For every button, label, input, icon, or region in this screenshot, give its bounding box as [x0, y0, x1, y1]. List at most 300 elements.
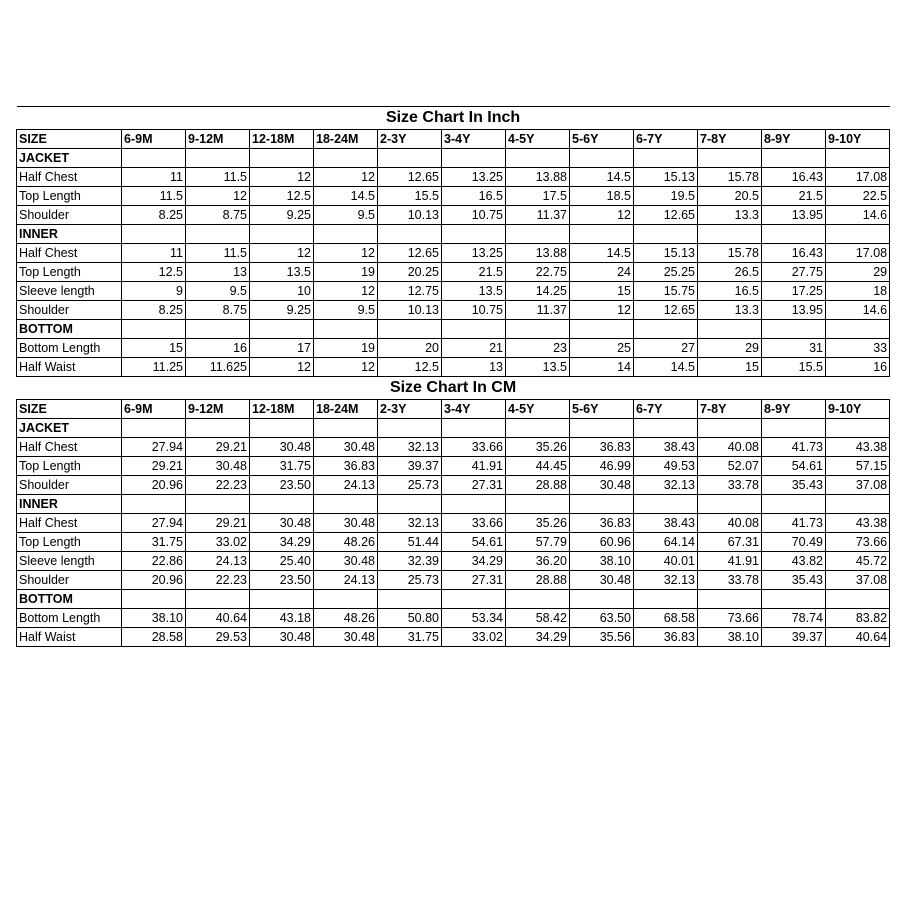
measurement-value: 20.96 — [122, 571, 186, 590]
empty-cell — [762, 225, 826, 244]
measurement-value: 60.96 — [570, 533, 634, 552]
measurement-value: 38.43 — [634, 438, 698, 457]
measurement-label: Top Length — [17, 187, 122, 206]
measurement-value: 33.02 — [442, 628, 506, 647]
empty-cell — [442, 225, 506, 244]
measurement-value: 46.99 — [570, 457, 634, 476]
measurement-row — [17, 609, 890, 628]
measurement-value: 28.88 — [506, 571, 570, 590]
measurement-value: 83.82 — [826, 609, 890, 628]
measurement-value: 14.5 — [314, 187, 378, 206]
measurement-label: Sleeve length — [17, 552, 122, 571]
measurement-value: 43.38 — [826, 438, 890, 457]
measurement-value: 23.50 — [250, 571, 314, 590]
measurement-value: 13.88 — [506, 168, 570, 187]
measurement-value: 31.75 — [250, 457, 314, 476]
measurement-value: 15.75 — [634, 282, 698, 301]
measurement-value: 8.25 — [122, 301, 186, 320]
measurement-value: 39.37 — [378, 457, 442, 476]
empty-cell — [506, 495, 570, 514]
empty-cell — [186, 225, 250, 244]
measurement-value: 24.13 — [314, 571, 378, 590]
empty-cell — [826, 590, 890, 609]
empty-cell — [826, 495, 890, 514]
measurement-value: 63.50 — [570, 609, 634, 628]
measurement-label: Shoulder — [17, 571, 122, 590]
empty-cell — [506, 419, 570, 438]
size-header-cell: 4-5Y — [506, 400, 570, 419]
measurement-value: 64.14 — [634, 533, 698, 552]
measurement-value: 18 — [826, 282, 890, 301]
measurement-value: 12.5 — [250, 187, 314, 206]
measurement-value: 23.50 — [250, 476, 314, 495]
measurement-value: 41.73 — [762, 514, 826, 533]
empty-cell — [506, 225, 570, 244]
size-column-header: SIZE — [17, 130, 122, 149]
measurement-value: 20.25 — [378, 263, 442, 282]
measurement-value: 13.88 — [506, 244, 570, 263]
section-row — [17, 590, 890, 609]
empty-cell — [634, 495, 698, 514]
measurement-value: 20.96 — [122, 476, 186, 495]
measurement-value: 25.73 — [378, 571, 442, 590]
empty-cell — [442, 419, 506, 438]
measurement-value: 24.13 — [314, 476, 378, 495]
empty-cell — [314, 495, 378, 514]
measurement-value: 33 — [826, 339, 890, 358]
measurement-value: 54.61 — [762, 457, 826, 476]
empty-cell — [634, 225, 698, 244]
measurement-value: 15.78 — [698, 168, 762, 187]
size-header-cell: 3-4Y — [442, 130, 506, 149]
measurement-value: 43.18 — [250, 609, 314, 628]
measurement-value: 34.29 — [506, 628, 570, 647]
measurement-value: 13.5 — [506, 358, 570, 377]
empty-cell — [698, 419, 762, 438]
empty-cell — [698, 590, 762, 609]
cm-chart-title: Size Chart In CM — [17, 377, 890, 400]
measurement-row — [17, 282, 890, 301]
size-header-cell: 4-5Y — [506, 130, 570, 149]
measurement-value: 38.10 — [122, 609, 186, 628]
empty-cell — [634, 320, 698, 339]
size-header-cell: 8-9Y — [762, 400, 826, 419]
measurement-row — [17, 438, 890, 457]
measurement-value: 16 — [186, 339, 250, 358]
measurement-value: 15.13 — [634, 168, 698, 187]
measurement-value: 50.80 — [378, 609, 442, 628]
empty-cell — [506, 320, 570, 339]
measurement-value: 11.25 — [122, 358, 186, 377]
size-header-cell: 9-10Y — [826, 130, 890, 149]
size-header-cell: 6-7Y — [634, 400, 698, 419]
size-header-cell: 12-18M — [250, 130, 314, 149]
measurement-value: 12.5 — [378, 358, 442, 377]
inch-chart-title: Size Chart In Inch — [17, 107, 890, 130]
measurement-row — [17, 206, 890, 225]
measurement-value: 17.08 — [826, 168, 890, 187]
measurement-value: 11 — [122, 244, 186, 263]
measurement-value: 31 — [762, 339, 826, 358]
measurement-value: 11.5 — [122, 187, 186, 206]
measurement-label: Top Length — [17, 457, 122, 476]
measurement-label: Half Waist — [17, 358, 122, 377]
measurement-value: 38.43 — [634, 514, 698, 533]
measurement-label: Half Chest — [17, 244, 122, 263]
measurement-value: 44.45 — [506, 457, 570, 476]
measurement-value: 13.25 — [442, 168, 506, 187]
size-header-cell: 5-6Y — [570, 130, 634, 149]
measurement-value: 14.5 — [634, 358, 698, 377]
measurement-row — [17, 263, 890, 282]
size-header-cell: 6-9M — [122, 400, 186, 419]
empty-cell — [314, 149, 378, 168]
measurement-value: 52.07 — [698, 457, 762, 476]
measurement-value: 35.26 — [506, 438, 570, 457]
size-chart-body — [17, 107, 890, 647]
measurement-value: 49.53 — [634, 457, 698, 476]
measurement-value: 23 — [506, 339, 570, 358]
cm-header-row — [17, 400, 890, 419]
measurement-row — [17, 457, 890, 476]
measurement-value: 11.625 — [186, 358, 250, 377]
measurement-row — [17, 244, 890, 263]
empty-cell — [122, 590, 186, 609]
measurement-value: 15.78 — [698, 244, 762, 263]
measurement-value: 27.75 — [762, 263, 826, 282]
size-header-cell: 3-4Y — [442, 400, 506, 419]
measurement-value: 12.75 — [378, 282, 442, 301]
measurement-value: 16.43 — [762, 244, 826, 263]
measurement-value: 31.75 — [122, 533, 186, 552]
measurement-value: 15 — [698, 358, 762, 377]
measurement-value: 17.25 — [762, 282, 826, 301]
empty-cell — [570, 495, 634, 514]
measurement-value: 11.37 — [506, 301, 570, 320]
measurement-value: 25.73 — [378, 476, 442, 495]
measurement-value: 21.5 — [762, 187, 826, 206]
measurement-value: 9.5 — [314, 301, 378, 320]
measurement-value: 27.94 — [122, 514, 186, 533]
measurement-value: 10 — [250, 282, 314, 301]
empty-cell — [442, 320, 506, 339]
empty-cell — [186, 149, 250, 168]
measurement-row — [17, 628, 890, 647]
measurement-value: 19 — [314, 263, 378, 282]
empty-cell — [826, 320, 890, 339]
measurement-value: 67.31 — [698, 533, 762, 552]
section-row — [17, 149, 890, 168]
measurement-label: Shoulder — [17, 206, 122, 225]
measurement-value: 12.65 — [378, 244, 442, 263]
empty-cell — [314, 590, 378, 609]
empty-cell — [634, 419, 698, 438]
measurement-row — [17, 476, 890, 495]
measurement-value: 12 — [314, 244, 378, 263]
measurement-value: 30.48 — [570, 571, 634, 590]
measurement-value: 57.79 — [506, 533, 570, 552]
measurement-value: 8.75 — [186, 301, 250, 320]
measurement-value: 12 — [250, 244, 314, 263]
measurement-value: 78.74 — [762, 609, 826, 628]
measurement-value: 12.5 — [122, 263, 186, 282]
empty-cell — [250, 225, 314, 244]
measurement-value: 30.48 — [570, 476, 634, 495]
measurement-value: 33.02 — [186, 533, 250, 552]
empty-cell — [698, 495, 762, 514]
section-label: JACKET — [17, 419, 122, 438]
measurement-value: 33.66 — [442, 514, 506, 533]
measurement-value: 38.10 — [698, 628, 762, 647]
empty-cell — [250, 590, 314, 609]
empty-cell — [698, 320, 762, 339]
size-header-cell: 12-18M — [250, 400, 314, 419]
empty-cell — [826, 149, 890, 168]
inch-title-row — [17, 107, 890, 130]
measurement-value: 33.66 — [442, 438, 506, 457]
measurement-label: Shoulder — [17, 301, 122, 320]
measurement-value: 45.72 — [826, 552, 890, 571]
empty-cell — [826, 419, 890, 438]
measurement-value: 36.83 — [314, 457, 378, 476]
measurement-row — [17, 571, 890, 590]
section-label: INNER — [17, 495, 122, 514]
measurement-value: 8.75 — [186, 206, 250, 225]
size-header-cell: 9-12M — [186, 130, 250, 149]
measurement-value: 11.5 — [186, 168, 250, 187]
measurement-value: 12.65 — [634, 301, 698, 320]
measurement-row — [17, 168, 890, 187]
empty-cell — [570, 320, 634, 339]
empty-cell — [442, 495, 506, 514]
empty-cell — [762, 419, 826, 438]
size-header-cell: 2-3Y — [378, 400, 442, 419]
measurement-value: 21 — [442, 339, 506, 358]
size-header-cell: 8-9Y — [762, 130, 826, 149]
measurement-value: 27.94 — [122, 438, 186, 457]
empty-cell — [250, 149, 314, 168]
measurement-value: 9.5 — [186, 282, 250, 301]
measurement-value: 34.29 — [250, 533, 314, 552]
measurement-value: 12 — [570, 206, 634, 225]
measurement-value: 12 — [186, 187, 250, 206]
measurement-value: 27.31 — [442, 571, 506, 590]
measurement-value: 14.5 — [570, 244, 634, 263]
measurement-value: 41.73 — [762, 438, 826, 457]
measurement-value: 22.75 — [506, 263, 570, 282]
measurement-value: 24 — [570, 263, 634, 282]
empty-cell — [506, 590, 570, 609]
size-header-cell: 6-7Y — [634, 130, 698, 149]
empty-cell — [762, 590, 826, 609]
measurement-row — [17, 552, 890, 571]
empty-cell — [570, 149, 634, 168]
size-chart-table — [16, 106, 890, 647]
measurement-label: Half Chest — [17, 438, 122, 457]
section-row — [17, 495, 890, 514]
empty-cell — [378, 225, 442, 244]
measurement-value: 25 — [570, 339, 634, 358]
measurement-value: 30.48 — [314, 514, 378, 533]
measurement-value: 13 — [442, 358, 506, 377]
empty-cell — [122, 225, 186, 244]
size-header-cell: 9-12M — [186, 400, 250, 419]
empty-cell — [122, 495, 186, 514]
measurement-value: 16.5 — [698, 282, 762, 301]
inch-header-row — [17, 130, 890, 149]
measurement-value: 25.40 — [250, 552, 314, 571]
measurement-row — [17, 358, 890, 377]
size-header-cell: 5-6Y — [570, 400, 634, 419]
size-header-cell: 2-3Y — [378, 130, 442, 149]
empty-cell — [250, 320, 314, 339]
measurement-value: 13.95 — [762, 301, 826, 320]
empty-cell — [122, 149, 186, 168]
measurement-value: 54.61 — [442, 533, 506, 552]
empty-cell — [186, 320, 250, 339]
measurement-value: 30.48 — [314, 438, 378, 457]
size-chart-sheet — [16, 106, 889, 647]
empty-cell — [250, 495, 314, 514]
empty-cell — [186, 495, 250, 514]
measurement-value: 19.5 — [634, 187, 698, 206]
measurement-value: 9 — [122, 282, 186, 301]
empty-cell — [634, 590, 698, 609]
measurement-value: 32.13 — [634, 571, 698, 590]
measurement-value: 29.21 — [186, 514, 250, 533]
measurement-value: 12 — [250, 168, 314, 187]
measurement-value: 29 — [826, 263, 890, 282]
measurement-value: 30.48 — [250, 514, 314, 533]
measurement-value: 22.23 — [186, 571, 250, 590]
measurement-value: 32.39 — [378, 552, 442, 571]
section-label: BOTTOM — [17, 320, 122, 339]
measurement-value: 30.48 — [314, 628, 378, 647]
measurement-value: 14.6 — [826, 206, 890, 225]
measurement-value: 51.44 — [378, 533, 442, 552]
measurement-value: 33.78 — [698, 476, 762, 495]
measurement-value: 35.43 — [762, 571, 826, 590]
measurement-value: 32.13 — [378, 438, 442, 457]
measurement-value: 35.43 — [762, 476, 826, 495]
measurement-value: 25.25 — [634, 263, 698, 282]
measurement-row — [17, 514, 890, 533]
empty-cell — [698, 225, 762, 244]
measurement-value: 48.26 — [314, 533, 378, 552]
measurement-value: 12 — [250, 358, 314, 377]
measurement-value: 58.42 — [506, 609, 570, 628]
measurement-value: 10.75 — [442, 301, 506, 320]
measurement-value: 28.88 — [506, 476, 570, 495]
section-label: JACKET — [17, 149, 122, 168]
section-row — [17, 320, 890, 339]
measurement-value: 14.5 — [570, 168, 634, 187]
measurement-value: 15 — [570, 282, 634, 301]
measurement-value: 43.38 — [826, 514, 890, 533]
size-column-header: SIZE — [17, 400, 122, 419]
empty-cell — [634, 149, 698, 168]
measurement-label: Shoulder — [17, 476, 122, 495]
empty-cell — [570, 225, 634, 244]
measurement-value: 10.13 — [378, 301, 442, 320]
empty-cell — [186, 419, 250, 438]
measurement-value: 12 — [314, 358, 378, 377]
measurement-value: 8.25 — [122, 206, 186, 225]
measurement-value: 16.5 — [442, 187, 506, 206]
measurement-value: 48.26 — [314, 609, 378, 628]
empty-cell — [378, 320, 442, 339]
size-header-cell: 18-24M — [314, 130, 378, 149]
measurement-value: 38.10 — [570, 552, 634, 571]
measurement-label: Top Length — [17, 263, 122, 282]
section-label: INNER — [17, 225, 122, 244]
measurement-value: 32.13 — [378, 514, 442, 533]
measurement-value: 9.25 — [250, 301, 314, 320]
measurement-value: 22.23 — [186, 476, 250, 495]
measurement-row — [17, 533, 890, 552]
measurement-value: 14.6 — [826, 301, 890, 320]
measurement-value: 40.01 — [634, 552, 698, 571]
measurement-value: 53.34 — [442, 609, 506, 628]
measurement-value: 27 — [634, 339, 698, 358]
size-header-cell: 18-24M — [314, 400, 378, 419]
measurement-value: 29.53 — [186, 628, 250, 647]
measurement-row — [17, 301, 890, 320]
measurement-value: 19 — [314, 339, 378, 358]
empty-cell — [378, 590, 442, 609]
measurement-value: 36.83 — [570, 438, 634, 457]
empty-cell — [378, 419, 442, 438]
section-row — [17, 225, 890, 244]
empty-cell — [250, 419, 314, 438]
measurement-value: 14.25 — [506, 282, 570, 301]
measurement-value: 33.78 — [698, 571, 762, 590]
measurement-value: 10.75 — [442, 206, 506, 225]
measurement-value: 36.20 — [506, 552, 570, 571]
measurement-value: 28.58 — [122, 628, 186, 647]
measurement-value: 13.3 — [698, 301, 762, 320]
measurement-value: 31.75 — [378, 628, 442, 647]
measurement-value: 9.5 — [314, 206, 378, 225]
measurement-value: 70.49 — [762, 533, 826, 552]
measurement-value: 29.21 — [186, 438, 250, 457]
empty-cell — [762, 320, 826, 339]
size-header-cell: 9-10Y — [826, 400, 890, 419]
empty-cell — [122, 419, 186, 438]
measurement-value: 12 — [570, 301, 634, 320]
measurement-value: 12 — [314, 168, 378, 187]
measurement-value: 20.5 — [698, 187, 762, 206]
measurement-value: 40.64 — [826, 628, 890, 647]
measurement-label: Bottom Length — [17, 609, 122, 628]
measurement-value: 36.83 — [570, 514, 634, 533]
measurement-label: Half Chest — [17, 168, 122, 187]
measurement-value: 18.5 — [570, 187, 634, 206]
measurement-value: 12.65 — [378, 168, 442, 187]
measurement-value: 35.56 — [570, 628, 634, 647]
measurement-row — [17, 187, 890, 206]
measurement-value: 21.5 — [442, 263, 506, 282]
empty-cell — [826, 225, 890, 244]
measurement-value: 34.29 — [442, 552, 506, 571]
measurement-value: 10.13 — [378, 206, 442, 225]
measurement-value: 39.37 — [762, 628, 826, 647]
empty-cell — [314, 225, 378, 244]
measurement-label: Bottom Length — [17, 339, 122, 358]
empty-cell — [186, 590, 250, 609]
measurement-value: 40.64 — [186, 609, 250, 628]
measurement-value: 12.65 — [634, 206, 698, 225]
